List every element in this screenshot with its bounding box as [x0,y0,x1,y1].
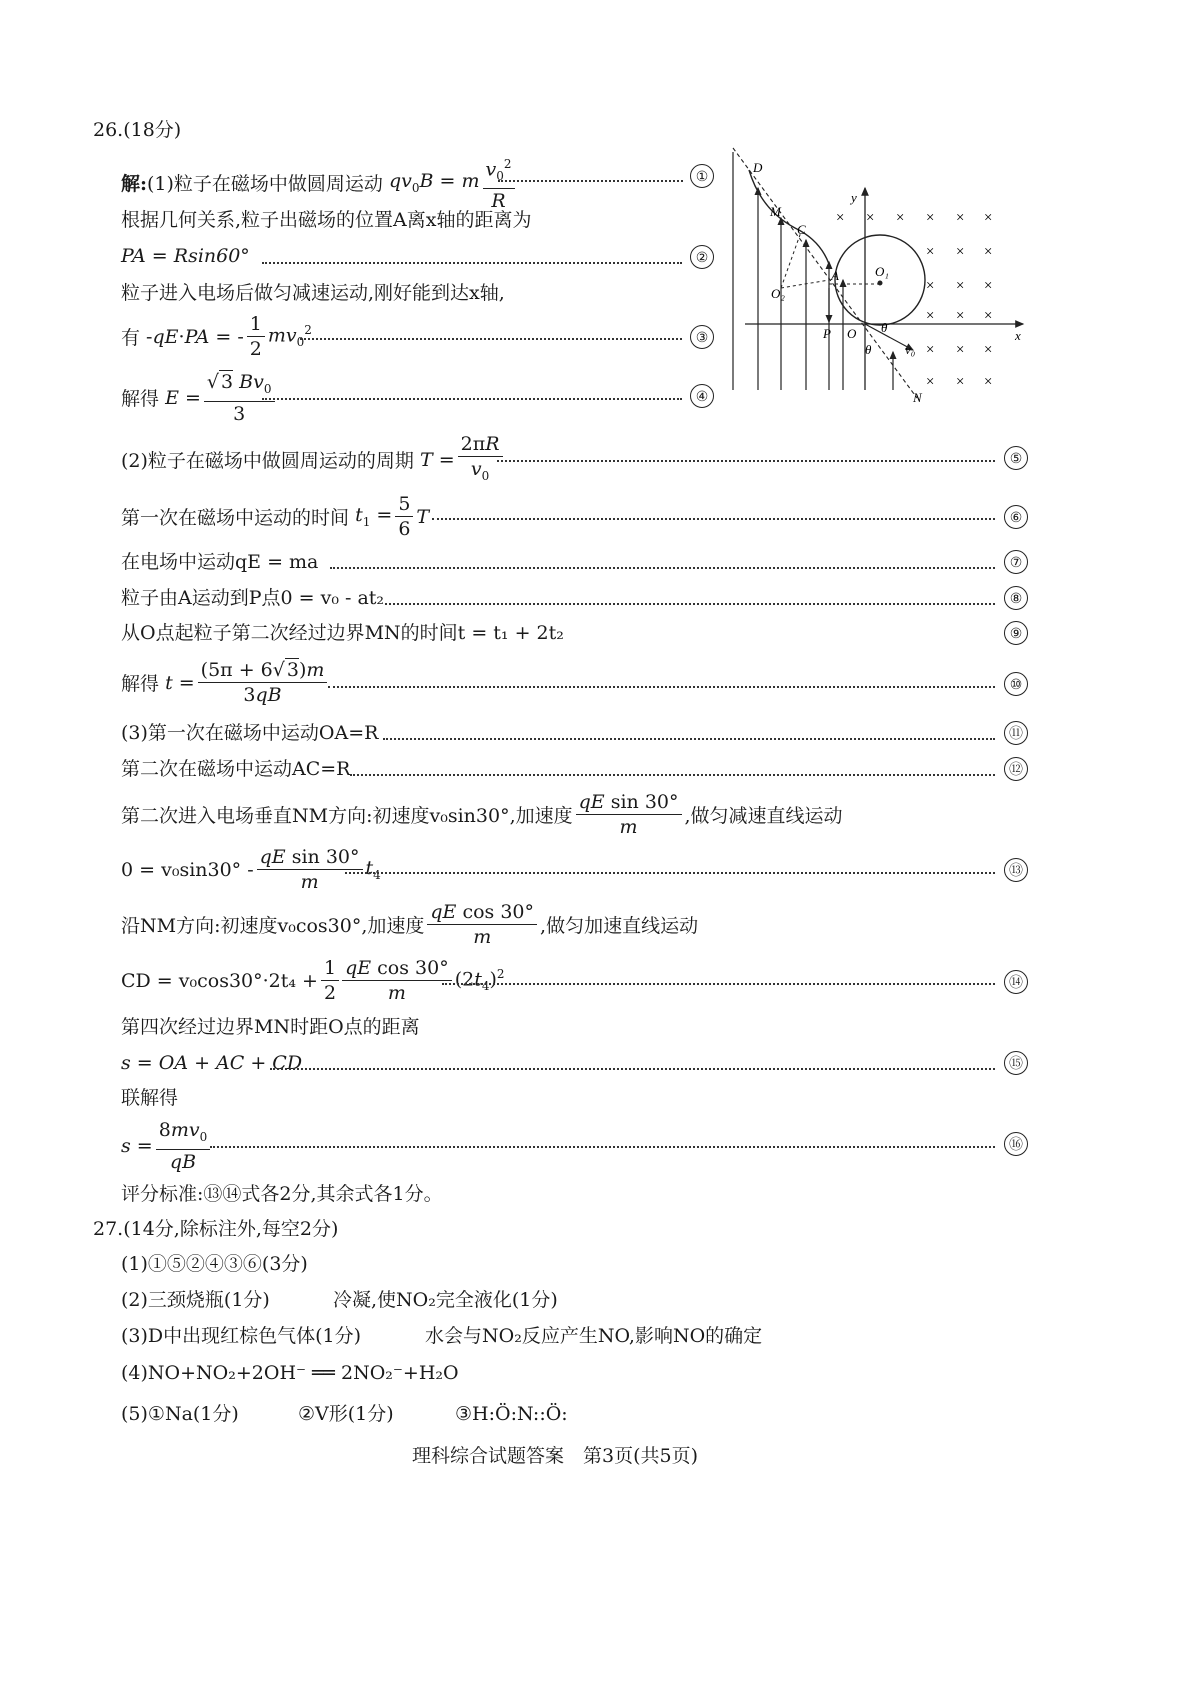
q27-answer-2b: 冷凝,使NO₂完全液化(1分) [333,1289,558,1311]
question-26-header: 26.(18分) [93,119,182,141]
leader-dots [262,398,682,400]
svg-text:×: × [925,342,936,358]
perp-text-b: ,做匀减速直线运动 [684,805,843,827]
eq-2: PA = Rsin60° [121,245,250,267]
label-p: P [823,326,831,341]
leader-dots [210,1146,995,1148]
eq-16-prefix: s = [121,1134,153,1157]
label-m: M [770,204,781,219]
eq-10-prefix: 解得 [121,673,160,695]
label-o: O [847,326,857,341]
svg-text:×: × [925,374,936,390]
label-y: y [851,190,857,205]
text-line-field: 粒子进入电场后做匀减速运动,刚好能到达x轴, [121,282,505,304]
leader-dots [383,738,995,740]
eq-6-text: 第一次在磁场中运动的时间 [121,507,350,529]
eq-3: 有 -qE·PA = - $\frac{1}{2}$ $mv_0^2$ [121,313,312,360]
q27-answer-3b: 水会与NO₂反应产生NO,影响NO的确定 [425,1325,763,1347]
eq-number-16: ⑯ [1004,1132,1028,1156]
physics-figure [725,140,1035,410]
leader-dots [300,338,682,340]
svg-text:×: × [955,308,966,324]
eq-7: 在电场中运动qE = ma [121,551,319,573]
leader-dots [328,686,995,688]
eq-5-text: (2)粒子在磁场中做圆周运动的周期 [121,450,414,473]
eq-number-5: ⑤ [1004,446,1028,470]
solution-label: 解: [121,173,148,196]
eq-number-14: ⑭ [1004,970,1028,994]
text-line-solve: 联解得 [121,1087,179,1109]
label-v0: v₀ [905,342,916,357]
eq-number-4: ④ [690,384,714,408]
svg-text:×: × [955,278,966,294]
along-text-a: 沿NM方向:初速度v₀cos30°,加速度 [121,915,425,937]
svg-text:×: × [955,244,966,260]
q27-answer-1: (1)①⑤②④③⑥(3分) [121,1253,308,1275]
leader-dots [442,983,995,985]
question-27-header: 27.(14分,除标注外,每空2分) [93,1218,339,1240]
eq-number-11: ⑪ [1004,721,1028,745]
eq-3-prefix: 有 [121,327,141,349]
leader-dots [497,460,995,462]
eq-number-13: ⑬ [1004,858,1028,882]
q27-answer-5c: ③H:Ö:N::Ö: [455,1403,568,1425]
eq-1-text: (1)粒子在磁场中做圆周运动 [147,173,383,196]
q27-answer-5b: ②V形(1分) [298,1403,394,1425]
eq-13: 0 = v₀sin30° - $\frac{\text{qE sin 30°}}{m}$ $t_4$ [121,846,381,893]
svg-text:×: × [983,278,994,294]
eq-4: 解得 E = $\frac{√ 3 Bv_0}{3}$ [121,370,278,426]
leader-dots [270,1068,995,1070]
label-o2: O₂ [771,286,785,301]
svg-text:×: × [983,342,994,358]
label-theta-1: θ [881,320,888,335]
eq-14: CD = v₀cos30°·2t₄ + $\frac{1}{2}$ $\frac{\text{qE cos 30°}}{m}$ $(2t_4)^2$ [121,957,505,1004]
eq-9: 从O点起粒子第二次经过边界MN的时间t = t₁ + 2t₂ [121,622,564,644]
text-line-along: 沿NM方向:初速度v₀cos30°,加速度 $\frac{\text{qE cos 30°}}{m}$ ,做匀加速直线运动 [121,901,699,948]
label-o1: O₁ [875,264,889,279]
svg-text:×: × [955,342,966,358]
eq-12: 第二次在磁场中运动AC=R [121,758,351,780]
svg-text:×: × [895,210,906,226]
trajectory [749,170,829,264]
svg-text:×: × [925,210,936,226]
eq-number-8: ⑧ [1004,586,1028,610]
svg-text:×: × [835,210,846,226]
leader-dots [350,774,995,776]
eq-number-3: ③ [690,325,714,349]
svg-text:×: × [925,278,936,294]
svg-text:×: × [865,210,876,226]
svg-text:×: × [955,210,966,226]
along-text-b: ,做匀加速直线运动 [540,915,699,937]
page-footer: 理科综合试题答案 第3页(共5页) [412,1445,699,1467]
eq-14-prefix: CD = v₀cos30°·2t₄ + [121,969,318,992]
perp-text-a: 第二次进入电场垂直NM方向:初速度v₀sin30°,加速度 [121,805,573,827]
svg-text:×: × [955,374,966,390]
eq-number-2: ② [690,245,714,269]
label-a: A [831,268,839,283]
label-c: C [797,222,806,237]
eq-10: 解得 t = $\frac{(5\pi + 6√ 3)m}{3qB}$ [121,658,330,707]
label-x: x [1015,328,1021,343]
label-theta-2: θ [865,342,872,357]
q27-answer-4: (4)NO+NO₂+2OH⁻ ══ 2NO₂⁻+H₂O [121,1362,459,1384]
eq-number-10: ⑩ [1004,672,1028,696]
eq-4-prefix: 解得 [121,388,160,411]
q27-answer-2a: (2)三颈烧瓶(1分) [121,1289,270,1311]
svg-text:×: × [983,308,994,324]
eq-number-15: ⑮ [1004,1051,1028,1075]
leader-dots [432,518,995,520]
text-line-geometry: 根据几何关系,粒子出磁场的位置A离x轴的距离为 [121,209,532,231]
label-d: D [753,160,763,175]
eq-number-12: ⑫ [1004,757,1028,781]
scoring-standard: 评分标准:⑬⑭式各2分,其余式各1分。 [121,1183,443,1205]
svg-text:×: × [925,308,936,324]
eq-8: 粒子由A运动到P点0 = v₀ - at₂ [121,587,385,609]
svg-text:×: × [983,210,994,226]
eq-number-1: ① [690,164,714,188]
leader-dots [262,262,682,264]
leader-dots [498,180,683,182]
eq-13-prefix: 0 = v₀sin30° - [121,858,254,881]
q27-answer-5a: (5)①Na(1分) [121,1403,239,1425]
eq-1: 解: (1)粒子在磁场中做圆周运动 $qv_0B = m$ $\frac{v_0^2}{R}$ [121,152,518,213]
leader-dots [345,872,995,874]
orbit-circle [835,235,925,325]
boundary-mn [733,148,917,398]
eq-number-7: ⑦ [1004,550,1028,574]
leader-dots [330,567,995,569]
magnetic-field-crosses [835,210,993,390]
eq-16: s = $\frac{8mv_0}{qB}$ [121,1118,213,1174]
label-n: N [913,390,922,405]
svg-text:×: × [983,374,994,390]
svg-text:×: × [983,244,994,260]
eq-number-6: ⑥ [1004,505,1028,529]
text-line-perpendicular: 第二次进入电场垂直NM方向:初速度v₀sin30°,加速度 $\frac{\text{qE sin 30°}}{m}$ ,做匀减速直线运动 [121,791,843,838]
eq-6: 第一次在磁场中运动的时间 $t_1$ = $\frac{5}{6}$ T [121,493,430,540]
leader-dots [385,603,995,605]
svg-text:×: × [925,244,936,260]
eq-number-9: ⑨ [1004,621,1028,645]
q27-answer-3a: (3)D中出现红棕色气体(1分) [121,1325,362,1347]
eq-5: (2)粒子在磁场中做圆周运动的周期 T = $\frac{2\pi R}{v_0}$ [121,432,506,488]
text-line-fourth: 第四次经过边界MN时距O点的距离 [121,1016,420,1038]
eq-15: s = OA + AC + CD [121,1052,303,1074]
eq-11: (3)第一次在磁场中运动OA=R [121,722,379,744]
